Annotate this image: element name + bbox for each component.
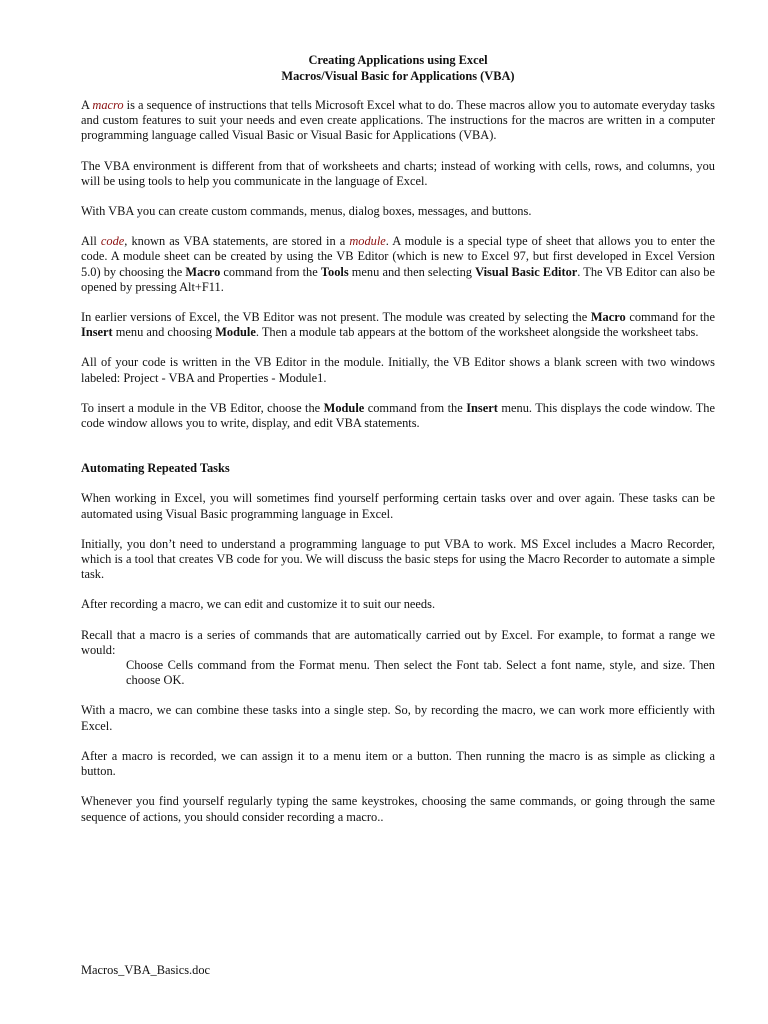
text-run: menu. This displays the code window. The code window allows you to write, display, and edit VBA statements. [81, 400, 715, 431]
text-run: command from the [364, 400, 467, 415]
text-run: command from the [220, 264, 321, 279]
text-run: command for the [625, 310, 715, 325]
bold-macro: Macro [590, 310, 626, 325]
bold-visual-basic-editor: Visual Basic Editor [475, 264, 578, 279]
paragraph-macro-recorder: Initially, you don’t need to understand a programming language to put VBA to work. MS Excel includes a Macro Recorder, which is a tool that creates VB code for you. We will discuss the basic steps for using the Macro Recorder to automate a simple task. [81, 536, 715, 582]
text-run: A [81, 98, 93, 112]
paragraph-edit-macro: After recording a macro, we can edit and customize it to suit our needs. [81, 597, 436, 612]
document-footer: Macros_VBA_Basics.doc [81, 963, 211, 977]
section-heading: Automating Repeated Tasks [81, 461, 230, 476]
paragraph-code-module [81, 234, 715, 295]
paragraph-vba-environment: The VBA environment is different from that of worksheets and charts; instead of working with cells, rows, and columns, you will be using tools to help you communicate in the language of Excel. [81, 158, 715, 188]
text-run: menu and then selecting [348, 264, 476, 279]
paragraph-vb-editor-windows: All of your code is written in the VB Editor in the module. Initially, the VB Editor shows a blank screen with two windows labeled: Project - VBA and Properties - Module1. [81, 355, 715, 385]
term-module: module [349, 234, 386, 249]
text-run: menu and choosing [112, 325, 216, 340]
text-run: To insert a module in the VB Editor, choose the [81, 400, 324, 415]
paragraph-repeated-tasks: When working in Excel, you will sometimes find yourself performing certain tasks over and over again. These tasks can be automated using Visual Basic programming language in Excel. [81, 491, 715, 521]
paragraph-custom-commands: With VBA you can create custom commands, menus, dialog boxes, messages, and buttons. [81, 204, 532, 219]
paragraph-assign-macro: After a macro is recorded, we can assign it to a menu item or a button. Then running the macro is as simple as clicking a button. [81, 748, 715, 779]
paragraph-recall-macro [81, 628, 715, 689]
paragraph-macro-definition [81, 98, 715, 144]
bold-module: Module [215, 325, 256, 340]
title-line-1: Creating Applications using Excel [308, 53, 488, 67]
paragraph-combine-tasks: With a macro, we can combine these tasks into a single step. So, by recording the macro, we can work more efficiently with Excel. [81, 703, 715, 733]
term-code: code [100, 234, 125, 249]
paragraph-insert-module [81, 401, 715, 431]
bold-insert: Insert [81, 325, 113, 340]
bold-tools: Tools [320, 264, 349, 279]
text-run: is a sequence of instructions that tells Microsoft Excel what to do. These macros allow you to automate everyday tasks and custom features to suit your needs and even create applications. The instructions for the macros are written in a computer programming language called Visual Basic or Visual Basic for Applications (VBA). [81, 98, 715, 143]
bold-macro: Macro [185, 264, 221, 279]
bold-module: Module [323, 400, 365, 415]
document-body [81, 52, 715, 840]
title-line-2: Macros/Visual Basic for Applications (VBA) [281, 69, 515, 83]
text-run: . A module is a special type of sheet that allows you to enter the code. A module sheet can be created by using the VB Editor (which is new to Excel 97, but first developed in Excel Version 5.0) by choosing the [81, 234, 715, 279]
paragraph-earlier-versions [81, 310, 715, 340]
text-run: . Then a module tab appears at the bottom of the worksheet alongside the worksheet tabs. [255, 325, 699, 340]
text-run: , known as VBA statements, are stored in a [124, 234, 350, 249]
text-run: Recall that a macro is a series of commands that are automatically carried out by Excel. For example, to format a range we would: [81, 627, 715, 657]
text-run: In earlier versions of Excel, the VB Editor was not present. The module was created by selecting the [81, 310, 591, 325]
paragraph-consider-recording: Whenever you find yourself regularly typing the same keystrokes, choosing the same commands, or going through the same sequence of actions, you should consider recording a macro.. [81, 794, 715, 824]
indented-instructions: Choose Cells command from the Format menu. Then select the Font tab. Select a font name, style, and size. Then choose OK. [126, 658, 715, 688]
term-macro: macro [92, 98, 124, 112]
bold-insert: Insert [466, 400, 498, 415]
text-run: . The VB Editor can also be opened by pressing Alt+F11. [81, 264, 716, 294]
document-title [81, 52, 715, 84]
text-run: All [81, 234, 101, 249]
